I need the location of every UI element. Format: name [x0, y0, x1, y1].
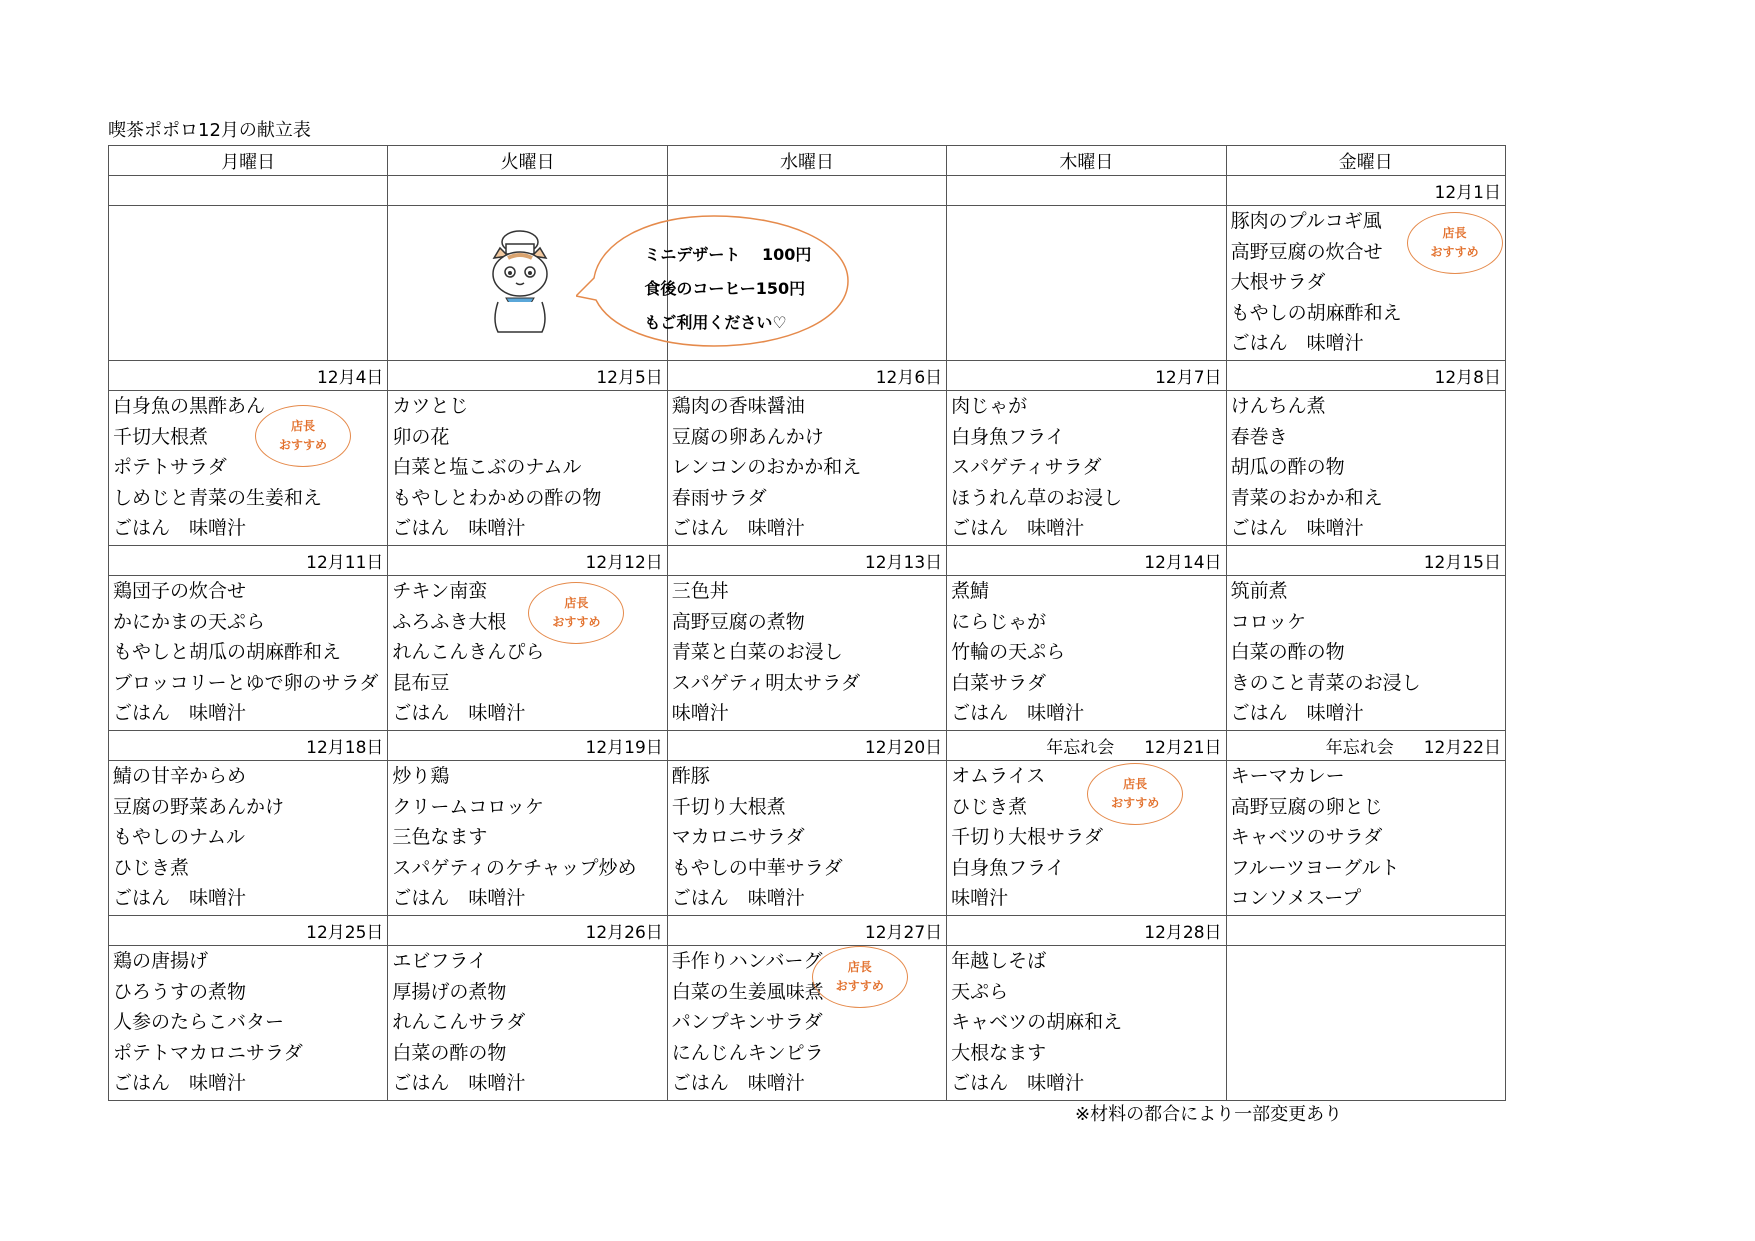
menu-item: スパゲティのケチャップ炒め: [392, 856, 637, 879]
date-cell: [667, 176, 946, 206]
date-cell: [667, 546, 946, 576]
menu-item: 豆腐の野菜あんかけ: [113, 795, 285, 818]
menu-item: 肉じゃが: [951, 395, 1028, 417]
menu-item: 春巻き: [1230, 425, 1288, 448]
weekday-fri: 金曜日: [1226, 146, 1505, 176]
menu-item: 大根サラダ: [1230, 271, 1326, 294]
badge-line-2: おすすめ: [1430, 245, 1479, 259]
date-label: 12月21日: [1144, 738, 1222, 758]
menu-item: ふろふき大根: [392, 610, 507, 633]
menu-list: [1227, 761, 1505, 914]
menu-list: [109, 576, 387, 729]
menu-cell: [947, 576, 1226, 731]
date-row: [109, 916, 1506, 946]
date-label: 12月26日: [585, 923, 663, 943]
menu-item: ごはん 味噌汁: [1230, 702, 1364, 725]
menu-cell: [1226, 761, 1505, 916]
date-cell: [1226, 361, 1505, 391]
menu-item: 千切大根煮: [113, 425, 209, 448]
badge-line-2: おすすめ: [278, 438, 328, 452]
menu-calendar: [108, 145, 1506, 1101]
manager-recommend-badge: [1087, 763, 1183, 825]
badge-line-2: おすすめ: [552, 615, 601, 629]
menu-item: 炒り鶏: [392, 765, 450, 787]
menu-list: [668, 391, 946, 544]
date-cell: [109, 546, 388, 576]
menu-item: ごはん 味噌汁: [113, 887, 247, 910]
date-label: 12月28日: [1144, 923, 1222, 943]
menu-item: スパゲティサラダ: [951, 456, 1102, 479]
menu-item: 白身魚フライ: [951, 425, 1065, 448]
menu-item: ごはん 味噌汁: [1230, 517, 1364, 540]
menu-list: [388, 761, 666, 914]
badge-line-1: 店長: [290, 419, 315, 433]
weekday-mon: 月曜日: [109, 146, 388, 176]
date-row: [109, 546, 1506, 576]
menu-list: [1227, 391, 1505, 544]
menu-list: [1227, 576, 1505, 729]
date-label: 12月15日: [1423, 553, 1501, 573]
menu-item: 白菜と塩こぶのナムル: [392, 456, 582, 479]
date-cell: [947, 916, 1226, 946]
menu-list: [109, 391, 387, 544]
menu-item: かにかまの天ぷら: [113, 610, 266, 633]
menu-item: パンプキンサラダ: [671, 1011, 823, 1034]
menu-item: 高野豆腐の卵とじ: [1230, 795, 1383, 818]
menu-item: ごはん 味噌汁: [671, 887, 805, 910]
date-cell: [1226, 731, 1505, 761]
menu-cell: [109, 391, 388, 546]
menu-item: ごはん 味噌汁: [392, 1072, 526, 1095]
menu-item: マカロニサラダ: [671, 826, 805, 849]
menu-item: ほうれん草のお浸し: [951, 486, 1123, 509]
date-label: 12月11日: [306, 553, 384, 573]
date-label: 12月4日: [316, 368, 384, 388]
menu-cell: [1226, 391, 1505, 546]
badge-line-2: おすすめ: [1111, 796, 1160, 810]
weekday-header-row: [109, 146, 1506, 176]
menu-item: きのこと青菜のお浸し: [1230, 671, 1421, 694]
menu-item: 三色なます: [392, 826, 488, 849]
date-cell: [1226, 916, 1505, 946]
menu-item: 鶏の唐揚げ: [113, 950, 209, 972]
menu-cell: [1226, 206, 1505, 361]
menu-cell: [947, 946, 1226, 1101]
date-cell: [667, 361, 946, 391]
date-cell: [388, 731, 667, 761]
weekday-thu: 木曜日: [947, 146, 1226, 176]
menu-item: 白身魚フライ: [951, 856, 1065, 879]
menu-item: 天ぷら: [951, 980, 1009, 1003]
menu-item: ごはん 味噌汁: [951, 702, 1085, 725]
menu-item: ポテトサラダ: [113, 456, 227, 479]
menu-item: にらじゃが: [951, 610, 1047, 633]
date-cell: [947, 731, 1226, 761]
menu-cell: [109, 206, 388, 361]
date-cell: [109, 731, 388, 761]
manager-recommend-badge: [1407, 212, 1503, 274]
menu-item: もやしとわかめの酢の物: [392, 486, 602, 509]
menu-cell: [947, 391, 1226, 546]
menu-item: チキン南蛮: [392, 580, 488, 602]
menu-cell: [388, 761, 667, 916]
menu-item: ごはん 味噌汁: [113, 517, 247, 540]
menu-cell: [667, 946, 946, 1101]
menu-item: カツとじ: [392, 395, 469, 417]
menu-item: フルーツヨーグルト: [1230, 856, 1400, 879]
menu-item: 竹輪の天ぷら: [951, 641, 1066, 664]
menu-item: コンソメスープ: [1230, 887, 1362, 910]
menu-item: 白身魚の黒酢あん: [113, 395, 266, 417]
menu-cell: [667, 576, 946, 731]
badge-line-1: 店長: [1123, 777, 1148, 791]
menu-item: 鶏肉の香味醤油: [671, 395, 805, 417]
date-row: [109, 361, 1506, 391]
menu-list: [668, 576, 946, 729]
menu-row: [109, 391, 1506, 546]
menu-row: [109, 946, 1506, 1101]
menu-item: ひじき煮: [951, 795, 1028, 818]
menu-list: [947, 576, 1225, 729]
menu-item: 厚揚げの煮物: [392, 980, 507, 1003]
menu-item: 人参のたらこバター: [113, 1011, 285, 1034]
promo-line: 食後のコーヒー150円: [644, 279, 806, 298]
date-label: 12月7日: [1155, 368, 1222, 388]
menu-list: [109, 761, 387, 914]
menu-list: [388, 391, 666, 544]
menu-cell: [109, 576, 388, 731]
date-cell: [947, 361, 1226, 391]
menu-cell: [1226, 946, 1505, 1101]
menu-item: ブロッコリーとゆで卵のサラダ: [113, 671, 379, 694]
menu-item: ごはん 味噌汁: [113, 1072, 247, 1095]
menu-cell: [947, 761, 1226, 916]
date-label: 12月5日: [596, 368, 663, 388]
menu-item: 年越しそば: [951, 950, 1047, 972]
menu-item: もやしの胡麻酢和え: [1230, 301, 1402, 324]
date-cell: [1226, 546, 1505, 576]
menu-item: 大根なます: [951, 1041, 1047, 1064]
menu-item: 千切り大根煮: [671, 795, 786, 818]
menu-item: 高野豆腐の炊合せ: [1230, 240, 1383, 263]
menu-cell: [109, 761, 388, 916]
manager-recommend-badge: [255, 405, 351, 467]
date-cell: [109, 916, 388, 946]
manager-recommend-badge: [812, 946, 908, 1008]
date-label: 12月19日: [585, 738, 663, 758]
menu-item: 白菜の生姜風味煮: [671, 980, 824, 1003]
menu-cell: [667, 206, 946, 361]
date-cell: [109, 176, 388, 206]
menu-item: ごはん 味噌汁: [951, 1072, 1085, 1095]
menu-item: 青菜と白菜のお浸し: [671, 641, 843, 664]
date-cell: [667, 916, 946, 946]
menu-cell: [388, 576, 667, 731]
menu-list: [388, 576, 666, 729]
menu-item: 酢豚: [671, 765, 710, 787]
menu-item: 味噌汁: [671, 702, 729, 725]
menu-item: 青菜のおかか和え: [1230, 486, 1383, 509]
menu-item: ごはん 味噌汁: [951, 517, 1085, 540]
menu-row: [109, 761, 1506, 916]
weekday-wed: 水曜日: [667, 146, 946, 176]
menu-item: ごはん 味噌汁: [392, 887, 526, 910]
date-cell: [109, 361, 388, 391]
menu-item: スパゲティ明太サラダ: [671, 671, 861, 694]
promo-line: ミニデザート 100円: [644, 245, 812, 264]
menu-item: 胡瓜の酢の物: [1230, 456, 1345, 479]
date-row: [109, 731, 1506, 761]
menu-cell: [1226, 576, 1505, 731]
event-label: 年忘れ会: [1325, 738, 1394, 758]
menu-item: ひろうすの煮物: [113, 980, 247, 1003]
date-label: 12月13日: [864, 553, 943, 573]
menu-item: 手作りハンバーグ: [671, 950, 823, 972]
date-cell: [1226, 176, 1505, 206]
menu-item: 春雨サラダ: [671, 486, 767, 509]
menu-list: [947, 761, 1225, 914]
menu-item: 鶏団子の炊合せ: [113, 580, 247, 602]
badge-line-1: 店長: [1442, 226, 1467, 240]
menu-item: ひじき煮: [113, 856, 190, 879]
date-label: 12月22日: [1423, 738, 1501, 758]
menu-item: しめじと青菜の生姜和え: [113, 486, 323, 509]
menu-item: クリームコロッケ: [392, 795, 545, 818]
date-cell: [388, 546, 667, 576]
menu-list: [109, 946, 387, 1099]
menu-cell: [109, 946, 388, 1101]
menu-item: 千切り大根サラダ: [951, 826, 1103, 849]
menu-item: エビフライ: [392, 950, 487, 972]
badge-line-1: 店長: [564, 596, 589, 610]
menu-item: もやしと胡瓜の胡麻酢和え: [113, 641, 342, 664]
menu-cell: [667, 391, 946, 546]
menu-item: もやしのナムル: [113, 826, 246, 849]
menu-item: れんこんきんぴら: [392, 641, 545, 664]
date-cell: [667, 731, 946, 761]
menu-list: [947, 391, 1225, 544]
menu-list: [668, 761, 946, 914]
date-label: 12月27日: [864, 923, 943, 943]
menu-list: [388, 946, 666, 1099]
date-cell: [388, 916, 667, 946]
menu-item: キャベツの胡麻和え: [951, 1011, 1123, 1034]
menu-item: キーマカレー: [1230, 765, 1345, 787]
menu-item: ごはん 味噌汁: [671, 517, 805, 540]
menu-item: ごはん 味噌汁: [113, 702, 247, 725]
badge-line-1: 店長: [847, 960, 872, 974]
menu-item: 三色丼: [671, 580, 729, 602]
date-cell: [947, 176, 1226, 206]
menu-item: オムライス: [951, 765, 1046, 787]
menu-item: けんちん煮: [1230, 395, 1326, 417]
badge-line-2: おすすめ: [835, 979, 884, 993]
menu-item: 白菜の酢の物: [1230, 641, 1345, 664]
menu-item: ごはん 味噌汁: [1230, 332, 1364, 355]
date-label: 12月14日: [1144, 553, 1222, 573]
menu-row: [109, 206, 1506, 361]
event-label: 年忘れ会: [1046, 738, 1115, 758]
menu-cell: [947, 206, 1226, 361]
date-row: [109, 176, 1506, 206]
menu-item: もやしの中華サラダ: [671, 856, 843, 879]
date-label: 12月12日: [585, 553, 663, 573]
date-label: 12月1日: [1434, 183, 1501, 203]
menu-cell: [388, 946, 667, 1101]
date-label: 12月18日: [306, 738, 384, 758]
menu-list: [947, 946, 1225, 1099]
menu-item: ごはん 味噌汁: [671, 1072, 805, 1095]
menu-item: れんこんサラダ: [392, 1011, 526, 1034]
menu-item: 高野豆腐の煮物: [671, 610, 805, 633]
menu-cell: [388, 206, 812, 361]
menu-item: 煮鯖: [951, 580, 990, 602]
date-label: 12月8日: [1434, 368, 1501, 388]
menu-item: ごはん 味噌汁: [392, 702, 526, 725]
menu-item: ごはん 味噌汁: [392, 517, 526, 540]
page-title: 喫茶ポポロ12月の献立表: [108, 120, 311, 141]
menu-item: レンコンのおかか和え: [671, 456, 862, 479]
date-cell: [947, 546, 1226, 576]
menu-item: 昆布豆: [392, 671, 450, 694]
menu-item: 味噌汁: [951, 887, 1009, 910]
manager-recommend-badge: [528, 582, 624, 644]
date-label: 12月20日: [864, 738, 943, 758]
menu-item: 豆腐の卵あんかけ: [671, 425, 824, 448]
footnote: ※材料の都合により一部変更あり: [1075, 1104, 1343, 1125]
date-label: 12月25日: [306, 923, 384, 943]
date-cell: [388, 176, 667, 206]
menu-item: 白菜の酢の物: [392, 1041, 507, 1064]
menu-item: にんじんキンピラ: [671, 1041, 824, 1064]
menu-row: [109, 576, 1506, 731]
date-cell: [388, 361, 667, 391]
menu-item: 豚肉のプルコギ風: [1230, 210, 1382, 232]
menu-item: 白菜サラダ: [951, 671, 1046, 694]
promo-line: もご利用ください♡: [644, 313, 787, 332]
menu-item: 筑前煮: [1230, 580, 1288, 602]
menu-item: キャベツのサラダ: [1230, 826, 1383, 849]
menu-cell: [667, 761, 946, 916]
menu-cell: [388, 391, 667, 546]
menu-item: ポテトマカロニサラダ: [113, 1041, 303, 1064]
weekday-tue: 火曜日: [388, 146, 667, 176]
date-label: 12月6日: [875, 368, 943, 388]
menu-item: コロッケ: [1230, 610, 1307, 633]
cat-chef-illustration: [478, 228, 562, 338]
menu-item: 卯の花: [392, 425, 450, 448]
menu-item: 鯖の甘辛からめ: [113, 765, 247, 787]
